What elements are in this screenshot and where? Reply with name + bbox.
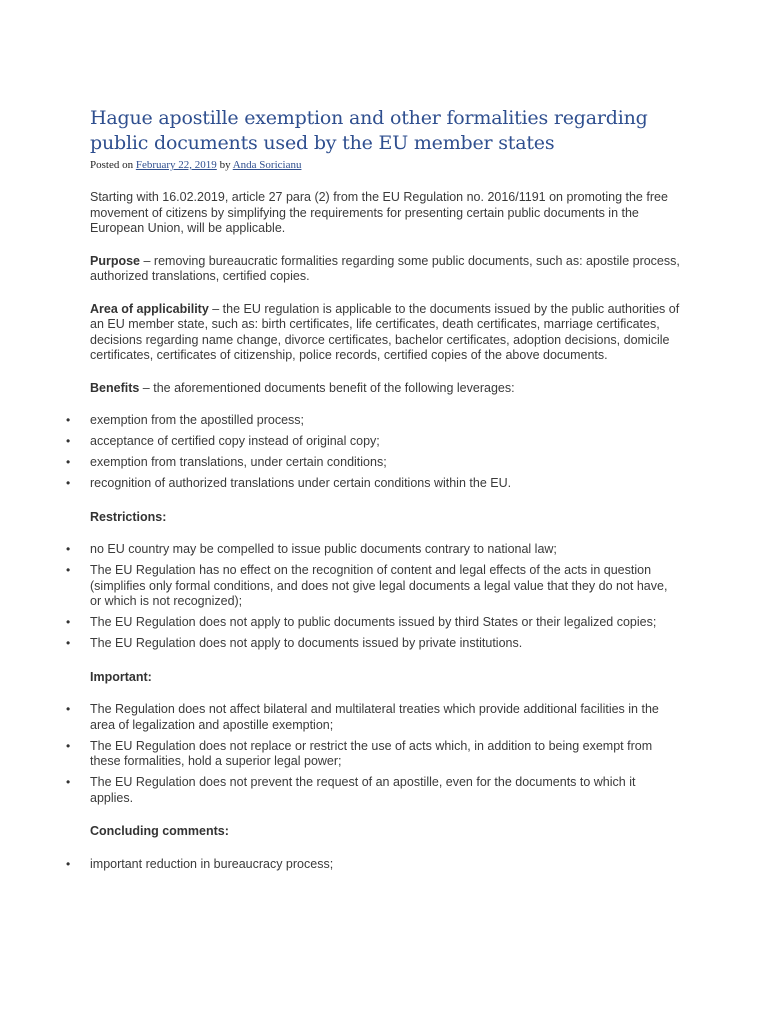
list-item bbox=[0, 413, 768, 429]
concluding-list bbox=[0, 857, 768, 873]
bullet-icon: • bbox=[66, 542, 71, 556]
list-item-text: The EU Regulation has no effect on the recognition of content and legal effects of the acts in question (simplifies only formal conditions, and does not give legal documents a legal value that they do not have, or which is not recognized); bbox=[90, 563, 668, 608]
author-link[interactable]: Anda Soricianu bbox=[232, 159, 302, 171]
concluding-heading: Concluding comments: bbox=[90, 824, 229, 838]
list-item-text: The Regulation does not affect bilateral and multilateral treaties which provide additional facilities in the area of legalization and apostille exemption; bbox=[90, 702, 659, 732]
list-item-text: exemption from translations, under certain conditions; bbox=[90, 455, 387, 469]
benefits-text: – the aforementioned documents benefit of the following leverages: bbox=[139, 380, 515, 395]
benefits-list bbox=[0, 413, 768, 492]
important-list bbox=[0, 702, 768, 806]
purpose-paragraph bbox=[90, 254, 680, 285]
bullet-icon: • bbox=[66, 434, 71, 448]
list-item bbox=[0, 476, 768, 492]
list-item bbox=[0, 563, 768, 610]
area-text: – the EU regulation is applicable to the documents issued by the public authorities of an EU member state, such as: birth certificates, life certificates, death certificates, marriage certificates, decisions regarding name change, divorce certificates, bachelor certificates, adoption decisions, domicile certificates, certificates of citizenship, police records, certified copies of the above documents. bbox=[90, 301, 680, 362]
restrictions-heading: Restrictions: bbox=[90, 509, 167, 524]
restrictions-list bbox=[0, 542, 768, 652]
bullet-icon: • bbox=[66, 775, 71, 789]
area-label: Area of applicability bbox=[90, 301, 209, 316]
benefits-label: Benefits bbox=[90, 380, 140, 395]
by-label: by bbox=[219, 159, 231, 171]
post-meta bbox=[90, 159, 301, 171]
list-item-text: acceptance of certified copy instead of original copy; bbox=[90, 434, 380, 448]
article-body bbox=[0, 190, 768, 890]
article-title: Hague apostille exemption and other formalities regarding public documents used by the EU member states bbox=[90, 107, 648, 154]
area-paragraph bbox=[90, 302, 680, 364]
list-item bbox=[0, 739, 768, 770]
list-item bbox=[0, 455, 768, 471]
bullet-icon: • bbox=[66, 476, 71, 490]
bullet-icon: • bbox=[66, 856, 71, 871]
list-item bbox=[0, 542, 768, 558]
purpose-text: – removing bureaucratic formalities regarding some public documents, such as: apostile process, authorized translations, certified copies. bbox=[90, 253, 680, 283]
list-item bbox=[0, 615, 768, 631]
bullet-icon: • bbox=[66, 413, 71, 427]
bullet-icon: • bbox=[66, 702, 71, 716]
list-item bbox=[0, 702, 768, 733]
post-date-link[interactable]: February 22, 2019 bbox=[135, 159, 217, 171]
list-item-text: exemption from the apostilled process; bbox=[90, 413, 304, 427]
bullet-icon: • bbox=[66, 455, 71, 469]
list-item bbox=[0, 636, 768, 652]
benefits-paragraph bbox=[90, 381, 680, 397]
posted-on-label: Posted on bbox=[90, 159, 134, 171]
list-item-text: important reduction in bureaucracy process; bbox=[90, 856, 334, 871]
list-item-text: The EU Regulation does not replace or restrict the use of acts which, in addition to being exempt from these formalities, hold a superior legal power; bbox=[90, 738, 653, 768]
list-item bbox=[0, 434, 768, 450]
bullet-icon: • bbox=[66, 738, 71, 753]
list-item-text: The EU Regulation does not apply to documents issued by private institutions. bbox=[90, 636, 523, 650]
list-item bbox=[0, 857, 768, 873]
list-item-text: no EU country may be compelled to issue public documents contrary to national law; bbox=[90, 542, 557, 556]
list-item-text: recognition of authorized translations under certain conditions within the EU. bbox=[90, 476, 512, 490]
list-item-text: The EU Regulation does not apply to public documents issued by third States or their legalized copies; bbox=[90, 615, 657, 629]
important-heading: Important: bbox=[90, 669, 152, 684]
list-item-text: The EU Regulation does not prevent the request of an apostille, even for the documents to which it applies. bbox=[90, 775, 636, 805]
bullet-icon: • bbox=[66, 615, 71, 629]
list-item bbox=[0, 775, 768, 806]
bullet-icon: • bbox=[66, 563, 71, 577]
purpose-label: Purpose bbox=[90, 253, 141, 268]
intro-paragraph: Starting with 16.02.2019, article 27 para (2) from the EU Regulation no. 2016/1191 on promoting the free movement of citizens by simplifying the requirements for presenting certain public documents in the European Union, will be applicable. bbox=[90, 190, 668, 235]
bullet-icon: • bbox=[66, 636, 71, 650]
